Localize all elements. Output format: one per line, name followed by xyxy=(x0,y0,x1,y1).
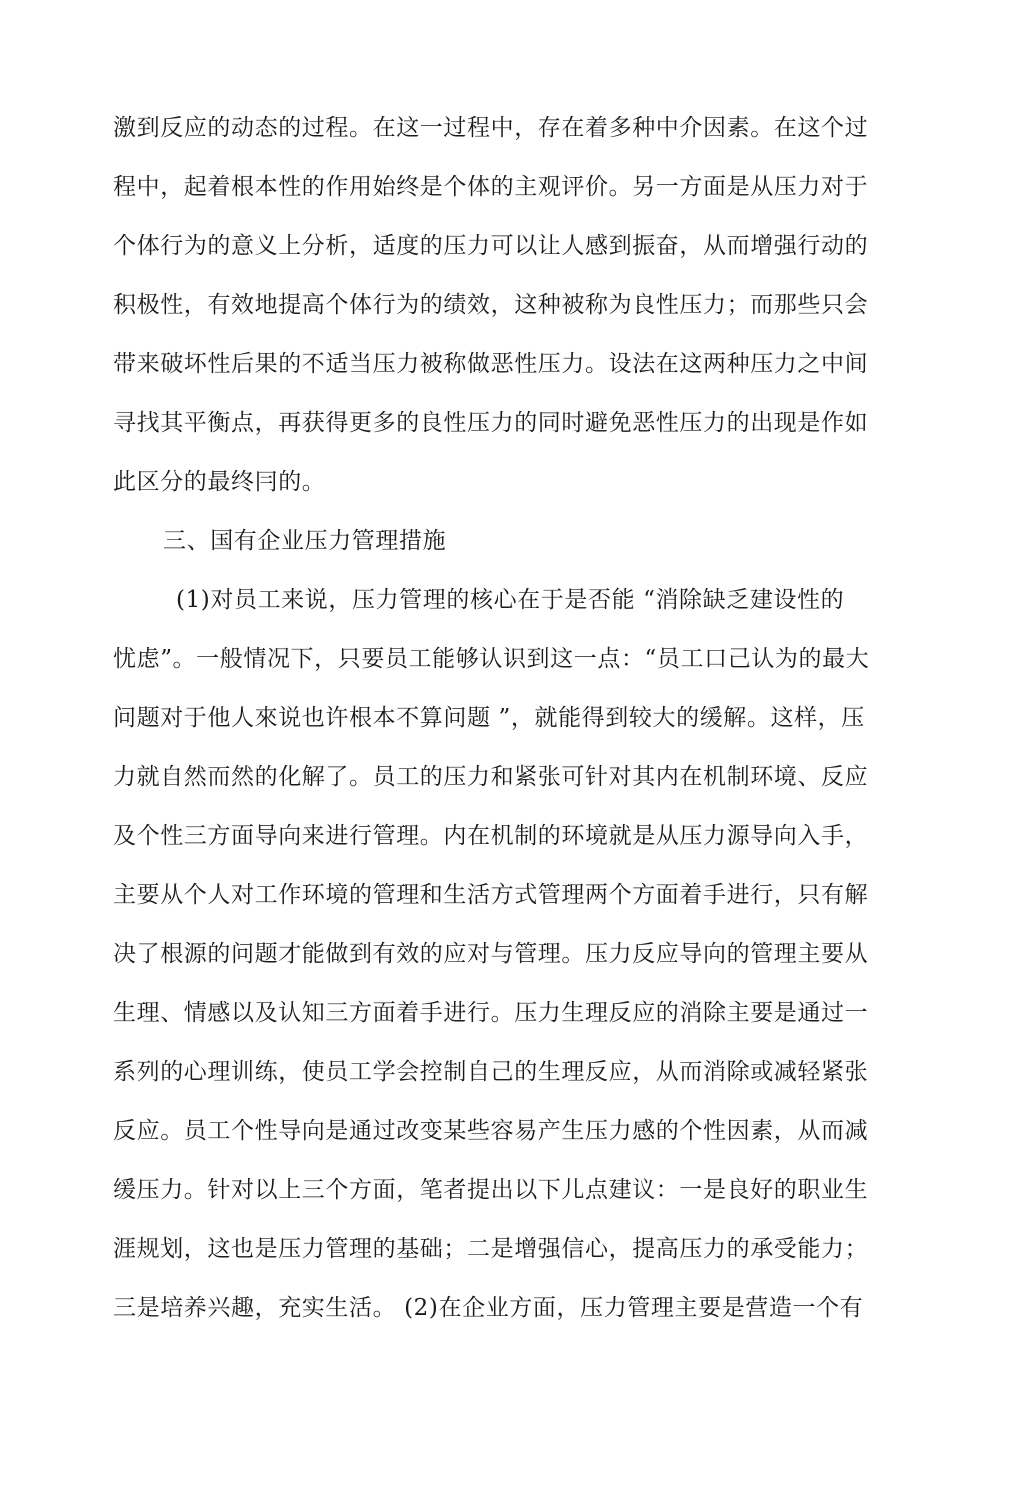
paragraph-first-line: (1)对员工来说，压力管理的核心在于是否能 “消除缺乏建设性的 xyxy=(176,587,845,613)
text-line: 反应。员工个性导向是通过改变某些容易产生压力感的个性因素，从而减 xyxy=(113,1118,869,1144)
text-line: 主要从个人对工作环境的管理和生活方式管理两个方面着手进行，只有解 xyxy=(113,882,869,908)
text-line: 此区分的最终冃的。 xyxy=(113,469,326,495)
text-line: 生理、情感以及认知三方面着手进行。压力生理反应的消除主要是通过一 xyxy=(113,1000,869,1026)
text-line: 带来破坏性后果的不适当压力被称做恶性压力。设法在这两种压力之中间 xyxy=(113,351,869,377)
text-line: 忧虑”。一般情况下，只要员工能够认识到这一点：“员工口己认为的最大 xyxy=(113,646,870,672)
text-line: 问题对于他人來说也许根本不算问题 ”，就能得到较大的缓解。这样，压 xyxy=(113,705,865,731)
text-line: 三是培养兴趣，充实生活。 (2)在企业方面，压力管理主要是营造一个有 xyxy=(113,1295,864,1321)
text-line: 寻找其平衡点，再获得更多的良性压力的同时避免恶性压力的出现是作如 xyxy=(113,410,869,436)
text-line: 个体行为的意义上分析，适度的压力可以让人感到振奋，从而增强行动的 xyxy=(113,233,869,259)
text-line: 激到反应的动态的过程。在这一过程中，存在着多种中介因素。在这个过 xyxy=(113,115,869,141)
text-line: 系列的心理训练，使员工学会控制自己的生理反应，从而消除或减轻紧张 xyxy=(113,1059,869,1085)
text-line: 决了根源的问题才能做到有效的应对与管理。压力反应导向的管理主要从 xyxy=(113,941,869,967)
text-line: 积极性，有效地提高个体行为的绩效，这种被称为良性压力；而那些只会 xyxy=(113,292,869,318)
text-line: 涯规划，这也是压力管理的基础；二是增强信心，提高压力的承受能力； xyxy=(113,1236,869,1262)
text-line: 力就自然而然的化解了。员工的压力和紧张可针对其内在机制环境、反应 xyxy=(113,764,869,790)
text-line: 缓压力。针对以上三个方面，笔者提出以下儿点建议：一是良好的职业生 xyxy=(113,1177,869,1203)
text-line: 程中，起着根本性的作用始终是个体的主观评价。另一方面是从压力对于 xyxy=(113,174,869,200)
text-line: 及个性三方面导向来进行管理。内在机制的环境就是从压力源导向入手， xyxy=(113,823,869,849)
section-heading: 三、国有企业压力管理措施 xyxy=(163,528,447,554)
